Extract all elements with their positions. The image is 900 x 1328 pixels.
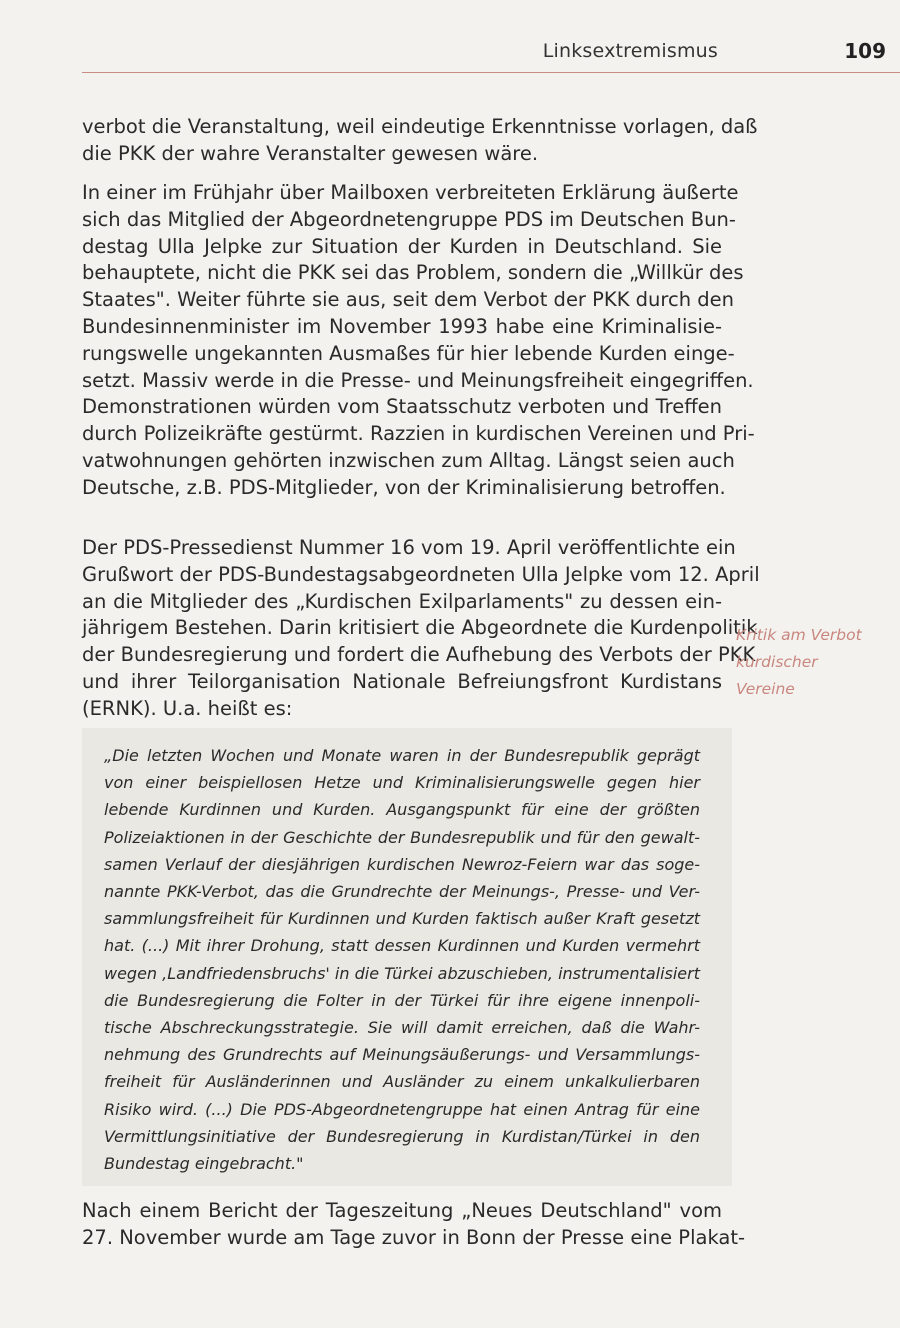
quote-line: Vermittlungsinitiative der Bundesregierung in Kurdistan/Türkei in den — [104, 1126, 700, 1146]
margin-note-line: Kritik am Verbot — [736, 626, 862, 644]
quote-line: freiheit für Ausländerinnen und Ausländer zu einem unkalkulierbaren — [104, 1072, 700, 1092]
text-line: an die Mitglieder des „Kurdischen Exilparlaments" zu dessen ein- — [82, 589, 722, 613]
text-line: durch Polizeikräfte gestürmt. Razzien in kurdischen Vereinen und Pri- — [82, 422, 755, 446]
text-line: In einer im Frühjahr über Mailboxen verbreiteten Erklärung äußerte — [82, 181, 739, 204]
text-line: Bundesinnenminister im November 1993 habe eine Kriminalisie- — [82, 314, 722, 338]
margin-note-line: kurdischer — [736, 653, 818, 671]
text-line: vatwohnungen gehörten inzwischen zum Alltag. Längst seien auch — [82, 448, 735, 472]
quote-line: lebende Kurdinnen und Kurden. Ausgangspunkt für eine der größten — [104, 800, 700, 820]
text-line: setzt. Massiv werde in die Presse- und Meinungsfreiheit eingegriffen. — [82, 368, 754, 392]
quote-line: nannte PKK-Verbot, das die Grundrechte der Meinungs-, Presse- und Ver- — [104, 882, 700, 902]
text-line: Staates". Weiter führte sie aus, seit dem Verbot der PKK durch den — [82, 288, 735, 312]
quote-line: von einer beispiellosen Hetze und Kriminalisierungswelle gegen hier — [104, 773, 700, 793]
text-line: verbot die Veranstaltung, weil eindeutige Erkenntnisse vorlagen, daß — [82, 115, 758, 138]
quote-line: „Die letzten Wochen und Monate waren in der Bundesrepublik geprägt — [104, 746, 700, 765]
text-line: jährigem Bestehen. Darin kritisiert die Abgeordnete die Kurdenpolitik — [82, 616, 758, 640]
paragraph-1 — [82, 114, 758, 168]
text-line: der Bundesregierung und fordert die Aufhebung des Verbots der PKK — [82, 643, 756, 667]
text-line: Der PDS-Pressedienst Nummer 16 vom 19. April veröffentlichte ein — [82, 536, 736, 559]
text-line: Deutsche, z.B. PDS-Mitglieder, von der Kriminalisierung betroffen. — [82, 475, 726, 499]
text-line: Grußwort der PDS-Bundestagsabgeordneten Ulla Jelpke vom 12. April — [82, 562, 760, 586]
text-line: und ihrer Teilorganisation Nationale Befreiungsfront Kurdistans — [82, 669, 722, 693]
text-line: destag Ulla Jelpke zur Situation der Kurden in Deutschland. Sie — [82, 234, 722, 258]
paragraph-3 — [82, 535, 760, 723]
quote-line: die Bundesregierung die Folter in der Türkei für ihre eigene innenpoli- — [104, 990, 700, 1010]
quote-line: samen Verlauf der diesjährigen kurdischen Newroz-Feiern war das soge- — [104, 854, 700, 874]
quote-line: Bundestag eingebracht." — [104, 1154, 304, 1174]
header-rule — [82, 72, 900, 73]
text-line: Nach einem Bericht der Tageszeitung „Neues Deutschland" vom — [82, 1199, 722, 1222]
quote-line: hat. (...) Mit ihrer Drohung, statt dessen Kurdinnen und Kurden vermehrt — [104, 936, 700, 956]
block-quote — [104, 742, 700, 1177]
text-line: sich das Mitglied der Abgeordnetengruppe PDS im Deutschen Bun- — [82, 207, 736, 231]
paragraph-2 — [82, 180, 755, 502]
text-line: 27. November wurde am Tage zuvor in Bonn der Presse eine Plakat- — [82, 1225, 746, 1249]
quote-line: sammlungsfreiheit für Kurdinnen und Kurden faktisch außer Kraft gesetzt — [104, 909, 700, 929]
margin-note — [736, 622, 896, 703]
margin-note-line: Vereine — [736, 680, 795, 698]
text-line: behauptete, nicht die PKK sei das Problem, sondern die „Willkür des — [82, 261, 744, 285]
quote-line: Polizeiaktionen in der Geschichte der Bundesrepublik und für den gewalt- — [104, 827, 700, 847]
quote-line: tische Abschreckungsstrategie. Sie will damit erreichen, daß die Wahr- — [104, 1018, 700, 1038]
quote-line: nehmung des Grundrechts auf Meinungsäußerungs- und Versammlungs- — [104, 1045, 700, 1065]
text-line: Demonstrationen würden vom Staatsschutz verboten und Treffen — [82, 395, 722, 419]
quote-line: Risiko wird. (...) Die PDS-Abgeordnetengruppe hat einen Antrag für eine — [104, 1099, 700, 1119]
text-line: (ERNK). U.a. heißt es: — [82, 696, 293, 720]
text-line: die PKK der wahre Veranstalter gewesen wäre. — [82, 141, 539, 165]
paragraph-4 — [82, 1198, 746, 1252]
running-header-title: Linksextremismus — [542, 40, 718, 62]
page-number: 109 — [844, 39, 886, 63]
text-line: rungswelle ungekannten Ausmaßes für hier lebende Kurden einge- — [82, 341, 735, 365]
quote-line: wegen ‚Landfriedensbruchs' in die Türkei abzuschieben, instrumentalisiert — [104, 963, 700, 983]
